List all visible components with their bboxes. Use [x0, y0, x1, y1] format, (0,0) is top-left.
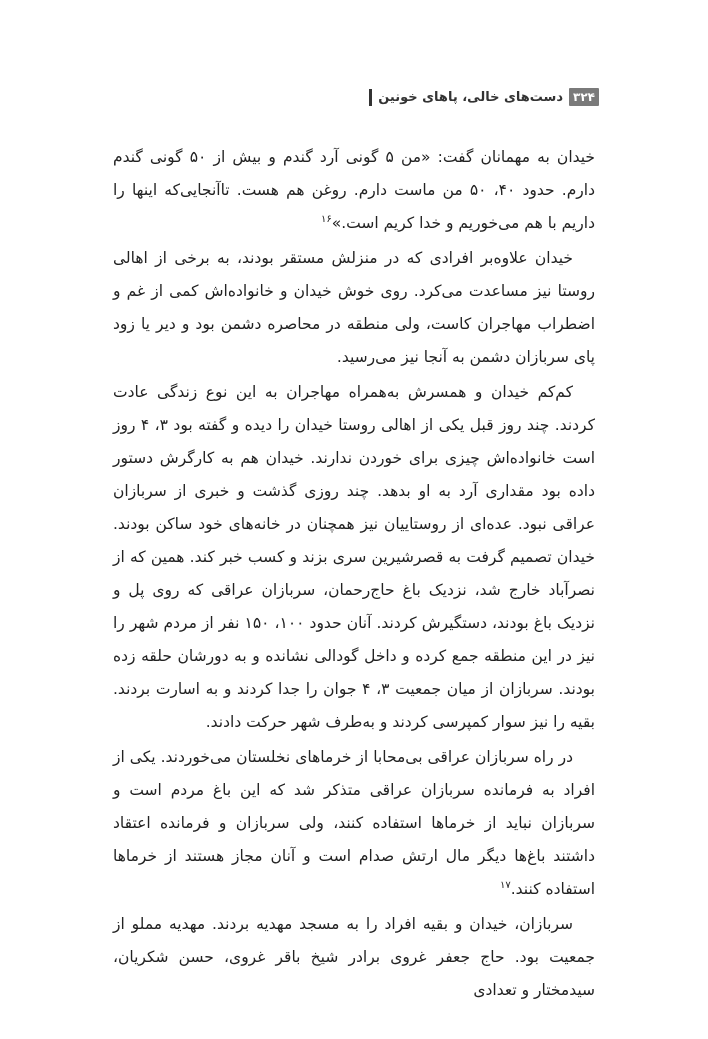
header-divider-bar: [369, 89, 372, 106]
paragraph-3-text: کم‌کم خیدان و همسرش به‌همراه مهاجران به این نوع زندگی عادت کردند. چند روز قبل یکی از اهالی روستا خیدان را دیده و گفته بود ۳، ۴ روز است خانواده‌اش چیزی برای خوردن ندارند. خیدان هم به کارگرش دستور داده بود مقداری آرد به او بدهد. چند روزی گذشت و خبری از سربازان عراقی نبود. عده‌ای از روستاییان نیز همچنان در خانه‌های خود ساکن بودند. خیدان تصمیم گرفت به قصرشیرین سری بزند و کسب خبر کند. همین که از نصرآباد خارج شد، نزدیک باغ حاج‌رحمان، سربازان عراقی که روی پل و نزدیک باغ بودند، دستگیرش کردند. آنان حدود ۱۰۰، ۱۵۰ نفر از مردم شهر را نیز در این منطقه جمع کرده و داخل گودالی نشانده و به دورشان حلقه زده بودند. سربازان از میان جمعیت ۳، ۴ جوان را جدا کردند و به اسارت بردند. بقیه را نیز سوار کمپرسی کردند و به‌طرف شهر حرکت دادند.: [113, 383, 595, 731]
paragraph-4-text: در راه سربازان عراقی بی‌محابا از خرماهای نخلستان می‌خوردند. یکی از افراد به فرمانده سربازان عراقی متذکر شد که این باغ مردم است و سربازان نباید از خرماها استفاده کنند، ولی سربازان و فرمانده اعتقاد داشتند باغ‌ها دیگر مال ارتش صدام است و آنان مجاز هستند از خرماها استفاده کنند.: [113, 748, 595, 898]
paragraph-5: [113, 908, 595, 1007]
footnote-marker-17: ۱۷: [499, 879, 511, 891]
footnote-marker-16: ۱۶: [320, 213, 332, 225]
paragraph-3: [113, 376, 595, 739]
body-text: [113, 141, 595, 1007]
paragraph-1-text: خیدان به مهمانان گفت: «من ۵ گونی آرد گندم و بیش از ۵۰ گونی گندم دارم. حدود ۴۰، ۵۰ من ماست دارم. روغن هم هست. تاآنجایی‌که اینها را داریم با هم می‌خوریم و خدا کریم است.»: [113, 148, 596, 232]
paragraph-4: [113, 741, 595, 906]
paragraph-1: [113, 141, 595, 240]
book-title: دست‌های خالی، پاهای خونین: [378, 89, 564, 105]
paragraph-2: [113, 242, 595, 374]
paragraph-2-text: خیدان علاوه‌بر افرادی که در منزلش مستقر بودند، به برخی از اهالی روستا نیز مساعدت می‌کرد. روی خوش خیدان و خانواده‌اش کمی از غم و اضطراب مهاجران کاست، ولی منطقه در محاصره دشمن بود و دیر یا زود پای سربازان دشمن به آنجا نیز می‌رسید.: [113, 249, 595, 366]
paragraph-5-text: سربازان، خیدان و بقیه افراد را به مسجد مهدیه بردند. مهدیه مملو از جمعیت بود. حاج جعفر غروی برادر شیخ باقر غروی، حسن شکریان، سیدمختار و تعدادی: [113, 915, 595, 999]
running-header: [369, 88, 599, 106]
page-number: ۳۲۴: [569, 88, 599, 106]
